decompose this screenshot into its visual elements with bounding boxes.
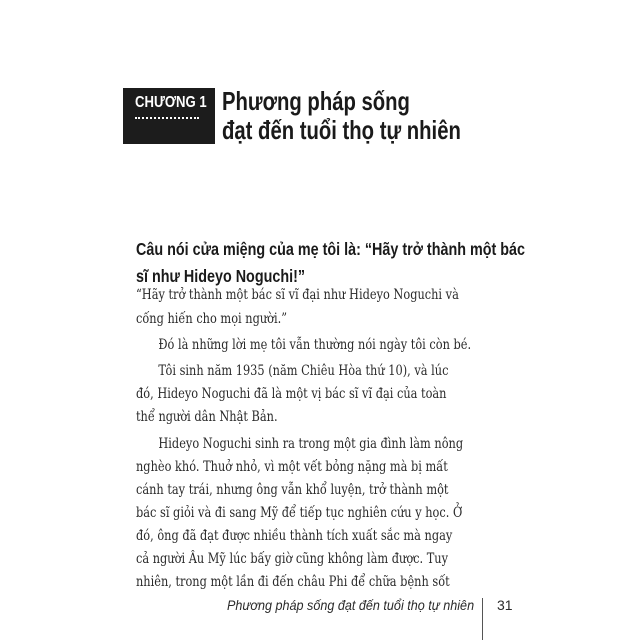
footer-divider <box>482 598 483 640</box>
body-line: cống hiến cho mọi người.” <box>136 311 288 327</box>
section-heading <box>136 236 525 290</box>
chapter-label-box <box>123 88 215 144</box>
chapter-title-line: đạt đến tuổi thọ tự nhiên <box>222 115 461 145</box>
chapter-label-dotted-rule <box>135 117 199 119</box>
running-footer-title: Phương pháp sống đạt đến tuổi thọ tự nhiên <box>227 597 475 613</box>
body-line: “Hãy trở thành một bác sĩ vĩ đại như Hideyo Noguchi và <box>136 287 459 303</box>
body-line: nhiên, trong một lần đi đến châu Phi để chữa bệnh sốt <box>136 574 450 590</box>
body-line: bác sĩ giỏi và đi sang Mỹ để tiếp tục nghiên cứu y học. Ở <box>136 505 463 521</box>
body-line: đó, ông đã đạt được nhiều thành tích xuất sắc mà ngay <box>136 528 453 544</box>
body-line: Đó là những lời mẹ tôi vẫn thường nói ngày tôi còn bé. <box>158 337 472 353</box>
section-heading-line: sĩ như Hideyo Noguchi!” <box>136 266 306 286</box>
page-number: 31 <box>497 597 513 613</box>
body-line: nghèo khó. Thuở nhỏ, vì một vết bỏng nặng mà bị mất <box>136 459 448 475</box>
chapter-label: CHƯƠNG 1 <box>135 94 207 111</box>
body-line: cánh tay trái, nhưng ông vẫn khổ luyện, trở thành một <box>136 482 449 498</box>
body-line: đó, Hideyo Noguchi đã là một vị bác sĩ vĩ đại của toàn <box>136 386 447 402</box>
body-line: cả người Âu Mỹ lúc bấy giờ cũng không làm được. Tuy <box>136 551 449 567</box>
body-line: Tôi sinh năm 1935 (năm Chiêu Hòa thứ 10), và lúc <box>158 363 449 379</box>
section-heading-line: Câu nói cửa miệng của mẹ tôi là: “Hãy trở thành một bác <box>136 239 525 259</box>
body-line: Hideyo Noguchi sinh ra trong một gia đình làm nông <box>158 436 464 452</box>
chapter-title <box>222 86 461 145</box>
body-line: thể người dân Nhật Bản. <box>136 409 278 425</box>
chapter-title-line: Phương pháp sống <box>222 86 410 116</box>
